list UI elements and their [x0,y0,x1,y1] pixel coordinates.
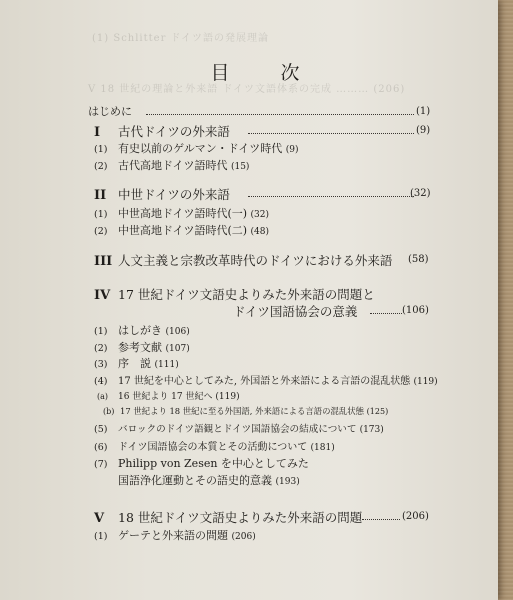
chapter-4-title: 17 世紀ドイツ文語史よりみた外来語の問題と [118,287,375,302]
chapter-1-title: 古代ドイツの外来語 [118,124,230,139]
leader-dots [370,313,402,314]
page-edge [498,0,513,600]
chapter-3-num: III [94,254,113,269]
toc-intro-page: (1) [416,106,431,117]
section-5-1: (1) ゲーテと外来語の問題 (206) [94,529,256,542]
section-2-2: (2) 中世高地ドイツ語時代(二) (48) [94,224,270,237]
toc-intro [88,103,132,119]
chapter-3-title: 人文主義と宗教改革時代のドイツにおける外来語 [118,253,393,268]
chapter-5-page: (206) [402,511,429,522]
section-4-4: (4) 17 世紀を中心としてみた, 外国語と外来語による言語の混乱状態 (119) [94,376,438,387]
section-4-2: (2) 参考文献 (107) [94,341,190,354]
section-4-7-line2: 国語浄化運動とその語史的意義 (193) [118,474,300,487]
chapter-3-page: (58) [408,254,429,265]
page-title: 目 次 [210,62,316,84]
chapter-4-num: IV [94,288,111,303]
section-1-2: (2) 古代高地ドイツ語時代 (15) [94,159,250,172]
section-4-6: (6) ドイツ国語協会の本質とその活動について (181) [94,442,335,453]
leader-dots [362,519,400,520]
chapter-2-num: II [94,188,107,203]
section-1-2-page: (15) [230,162,250,172]
section-4-7: (7) Philipp von Zesen を中心としてみた [94,457,309,470]
chapter-2-title: 中世ドイツの外来語 [118,187,230,202]
chapter-2-page: (32) [410,188,431,199]
section-4-3: (3) 序 説 (111) [94,357,179,370]
chapter-3 [94,251,392,269]
section-2-2-page: (48) [250,227,270,237]
chapter-1 [94,122,230,140]
subsection-4-4-b: (b) 17 世紀より 18 世紀に至る外国語, 外来語による言語の混乱状態 (125) [103,406,389,416]
section-2-1-page: (32) [250,210,270,220]
chapter-5-title: 18 世紀ドイツ文語史よりみた外来語の問題 [118,510,363,525]
section-2-1: (1) 中世高地ドイツ語時代(一) (32) [94,207,270,220]
section-1-1: (1) 有史以前のゲルマン・ドイツ時代 (9) [94,142,299,155]
leader-dots [248,133,414,134]
chapter-4-page: (106) [402,305,429,316]
subsection-4-4-a: (a) 16 世紀より 17 世紀へ (119) [97,392,240,402]
section-4-1: (1) はしがき (106) [94,324,190,337]
leader-dots [248,196,414,197]
section-1-1-page: (9) [285,145,299,155]
toc-intro-label: はじめに [88,105,132,118]
bleed-through-line-1: (1) Schlitter ドイツ語の発展理論 [92,33,270,44]
chapter-5-num: V [94,511,105,526]
bleed-through-line-2: V 18 世紀の理論と外来語 ドイツ文語体系の完成 ……… (206) [88,84,406,95]
chapter-4 [94,285,375,303]
chapter-4-title-line2: ドイツ国語協会の意義 [233,304,358,319]
chapter-1-num: I [94,125,101,140]
chapter-1-page: (9) [416,125,431,136]
leader-dots [146,114,414,115]
chapter-2 [94,185,230,203]
chapter-5 [94,508,362,526]
section-4-5: (5) バロックのドイツ語観とドイツ国語協会の結成について (173) [94,424,384,435]
